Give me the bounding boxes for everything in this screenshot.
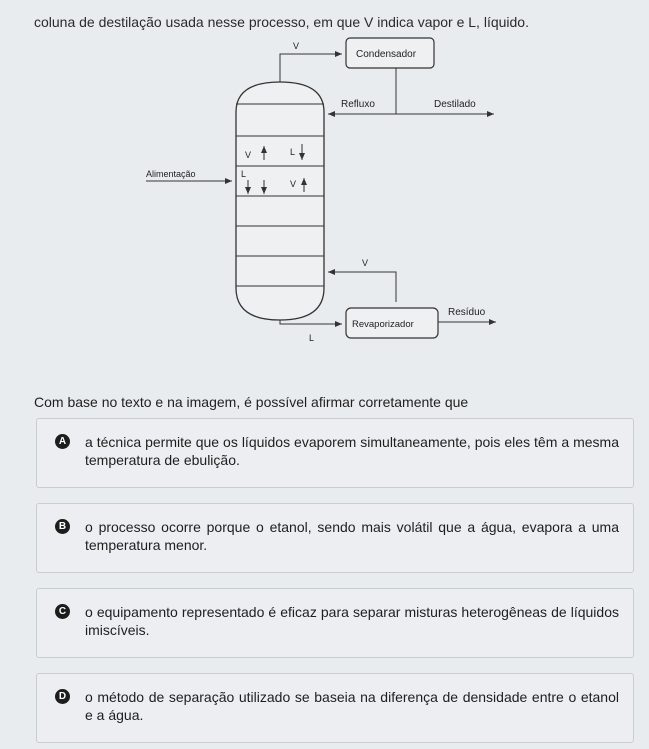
option-b-text: o processo ocorre porque o etanol, sendo mais volátil que a água, evapora a uma temperatura menor. bbox=[85, 519, 619, 553]
label-l-feed: L bbox=[241, 169, 247, 179]
label-condensador: Condensador bbox=[356, 49, 417, 60]
bottom-liquid-line bbox=[280, 320, 342, 324]
label-l-bottom: L bbox=[309, 333, 315, 343]
option-d-text: o método de separação utilizado se baseia na diferença de densidade entre o etanol e a água. bbox=[85, 689, 619, 723]
label-v-return: V bbox=[362, 258, 369, 268]
option-c-badge: C bbox=[55, 604, 70, 619]
label-l-upper: L bbox=[290, 147, 296, 157]
option-c[interactable] bbox=[36, 588, 634, 658]
vapor-return-line bbox=[328, 272, 396, 302]
label-v-feed: V bbox=[290, 179, 297, 189]
column-body bbox=[236, 82, 324, 320]
option-b-badge: B bbox=[55, 519, 70, 534]
option-d[interactable] bbox=[36, 673, 634, 743]
label-destilado: Destilado bbox=[434, 99, 476, 110]
label-residuo: Resíduo bbox=[448, 307, 486, 318]
option-a-badge: A bbox=[55, 434, 70, 449]
intro-text: coluna de destilação usada nesse processo, em que V indica vapor e L, líquido. bbox=[34, 14, 529, 30]
option-d-badge: D bbox=[55, 689, 70, 704]
question-text: Com base no texto e na imagem, é possível afirmar corretamente que bbox=[34, 394, 469, 410]
label-vapor-top: V bbox=[293, 41, 300, 51]
option-b[interactable] bbox=[36, 503, 634, 573]
label-v-upper: V bbox=[245, 150, 252, 160]
option-c-text: o equipamento representado é eficaz para separar misturas heterogêneas de líquidos imiscíveis. bbox=[85, 604, 619, 638]
label-alimentacao: Alimentação bbox=[146, 169, 196, 179]
label-revaporizador: Revaporizador bbox=[352, 319, 414, 330]
distillation-column-diagram bbox=[0, 30, 649, 360]
option-a-text: a técnica permite que os líquidos evaporem simultaneamente, pois eles têm a mesma temperatura de ebulição. bbox=[85, 434, 619, 468]
label-refluxo: Refluxo bbox=[341, 99, 375, 110]
vapor-top-line bbox=[280, 54, 342, 82]
option-a[interactable] bbox=[36, 418, 634, 488]
